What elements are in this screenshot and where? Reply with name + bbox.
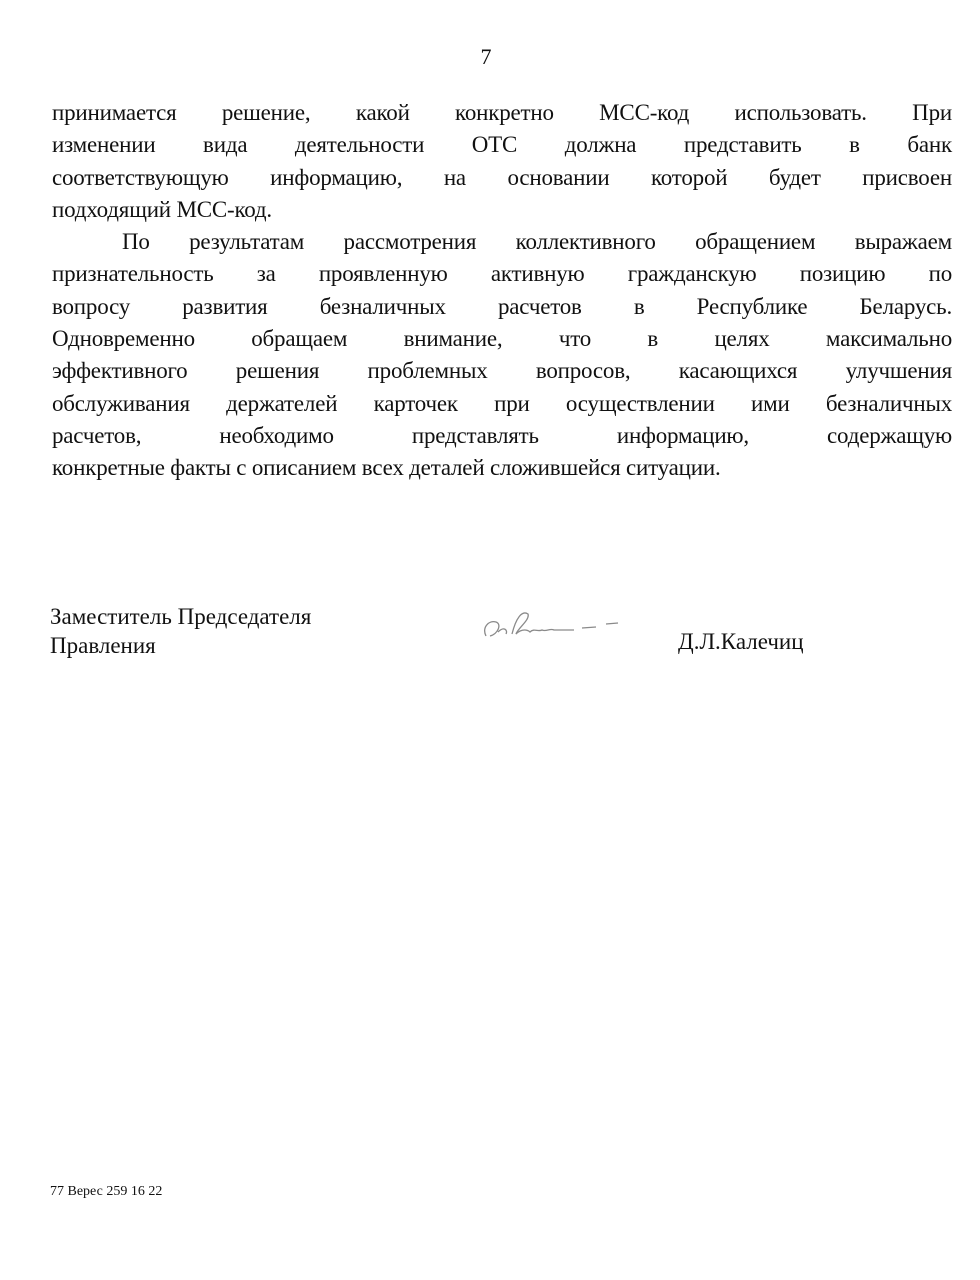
paragraph-1 <box>52 97 952 226</box>
page-number: 7 <box>480 44 492 69</box>
text-line: признательность за проявленную активную гражданскую позицию по <box>52 261 952 287</box>
signatory-name: Д.Л.Калечиц <box>678 629 804 654</box>
text-line: принимается решение, какой конкретно МСС-код использовать. При <box>52 100 952 125</box>
text-line: обслуживания держателей карточек при осуществлении ими безналичных <box>52 390 952 416</box>
text-line: эффективного решения проблемных вопросов, касающихся улучшения <box>52 358 952 384</box>
footer-reference: 77 Верес 259 16 22 <box>50 1184 163 1199</box>
handwritten-signature <box>478 606 623 646</box>
text-line: вопросу развития безналичных расчетов в Республике Беларусь. <box>52 293 952 319</box>
text-line: конкретные факты с описанием всех деталей сложившейся ситуации. <box>52 455 721 481</box>
text-line: расчетов, необходимо представлять информацию, содержащую <box>52 422 952 448</box>
text-line: подходящий МСС-код. <box>52 196 272 222</box>
position-line-2: Правления <box>50 633 156 658</box>
signatory-position <box>50 602 311 660</box>
letter-body <box>52 97 952 485</box>
text-line: По результатам рассмотрения коллективного обращением выражаем <box>122 229 952 255</box>
text-line: соответствующую информацию, на основании которой будет присвоен <box>52 164 952 190</box>
text-line: изменении вида деятельности ОТС должна представить в банк <box>52 132 952 158</box>
text-line: Одновременно обращаем внимание, что в целях максимально <box>52 326 952 352</box>
position-line-1: Заместитель Председателя <box>50 604 312 629</box>
paragraph-2 <box>52 226 952 484</box>
